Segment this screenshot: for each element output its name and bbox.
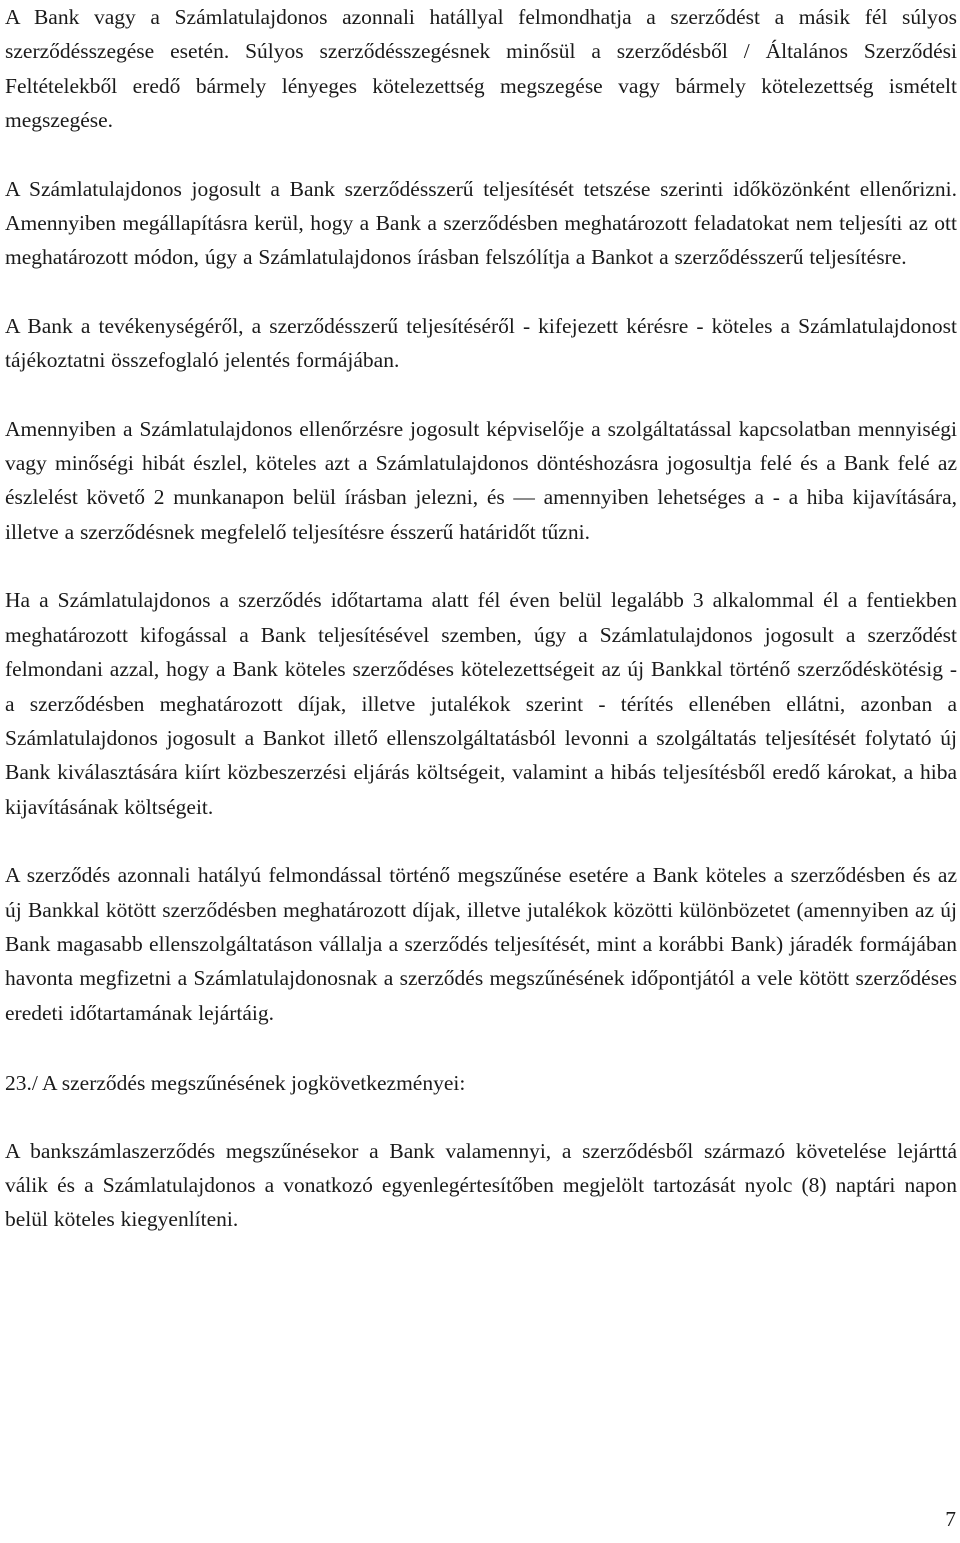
- paragraph-defect-notice: Amennyiben a Számlatulajdonos ellenőrzésre jogosult képviselője a szolgáltatással kapcsolatban mennyiségi vagy minőségi hibát észlel, köteles azt a Számlatulajdonos döntéshozásra jogosultja felé és a Bank felé az észlelést követő 2 munkanapon belül írásban jelezni, és — amennyiben lehetséges a - a hiba kijavítására, illetve a szerződésnek megfelelő teljesítésre ésszerű határidőt tűzni.: [5, 416, 957, 544]
- paragraph-repeated-complaints: Ha a Számlatulajdonos a szerződés időtartama alatt fél éven belül legalább 3 alkalommal él a fentiekben meghatározott kifogással a Bank teljesítésével szemben, úgy a Számlatulajdonos jogosult a szerződést felmondani azzal, hogy a Bank köteles szerződéses kötelezettségeit az új Bankkal történő szerződéskötésig - a szerződésben meghatározott díjak, illetve jutalékok szerint - térítés ellenében ellátni, azonban a Számlatulajdonos jogosult a Bankot illető ellenszolgáltatásból levonni a szolgáltatás teljesítését folytató új Bank kiválasztására kiírt közbeszerzési eljárás költségeit, valamint a hibás teljesítésből eredő károkat, a hiba kijavításának költségeit.: [5, 588, 957, 819]
- paragraph-reporting: A Bank a tevékenységéről, a szerződésszerű teljesítéséről - kifejezett kérésre - köteles a Számlatulajdonost tájékoztatni összefoglaló jelentés formájában.: [5, 313, 957, 373]
- paragraph-verification: A Számlatulajdonos jogosult a Bank szerződésszerű teljesítését tetszése szerinti időközönként ellenőrizni. Amennyiben megállapításra kerül, hogy a Bank a szerződésben meghatározott feladatokat nem teljesíti az ott meghatározott módon, úgy a Számlatulajdonos írásban felszólítja a Bankot a szerződésszerű teljesítésre.: [5, 176, 957, 270]
- document-page: [5, 0, 957, 1237]
- section-heading: 23./ A szerződés megszűnésének jogkövetkezményei:: [5, 1071, 466, 1096]
- page-number: 7: [945, 1507, 956, 1531]
- paragraph-termination: A Bank vagy a Számlatulajdonos azonnali hatállyal felmondhatja a szerződést a másik fél súlyos szerződésszegése esetén. Súlyos szerződésszegésnek minősül a szerződésből / Általános Szerződési Feltételekből eredő bármely lényeges kötelezettség megszegése vagy bármely kötelezettség ismételt megszegése.: [5, 5, 957, 133]
- paragraph-immediate-termination: A szerződés azonnali hatályú felmondással történő megszűnése esetére a Bank köteles a szerződésben és az új Bankkal kötött szerződésben meghatározott díjak, illetve jutalékok közötti különbözetet (amennyiben az új Bank magasabb ellenszolgáltatáson vállalja a szerződés teljesítését, mint a korábbi Bank) járadék formájában havonta megfizetni a Számlatulajdonosnak a szerződés megszűnésének időpontjától a vele kötött szerződéses eredeti időtartamának lejártáig.: [5, 863, 957, 1025]
- paragraph-account-closure: A bankszámlaszerződés megszűnésekor a Bank valamennyi, a szerződésből származó követelése lejárttá válik és a Számlatulajdonos a vonatkozó egyenlegértesítőben megjelölt tartozását nyolc (8) naptári napon belül köteles kiegyenlíteni.: [5, 1138, 957, 1232]
